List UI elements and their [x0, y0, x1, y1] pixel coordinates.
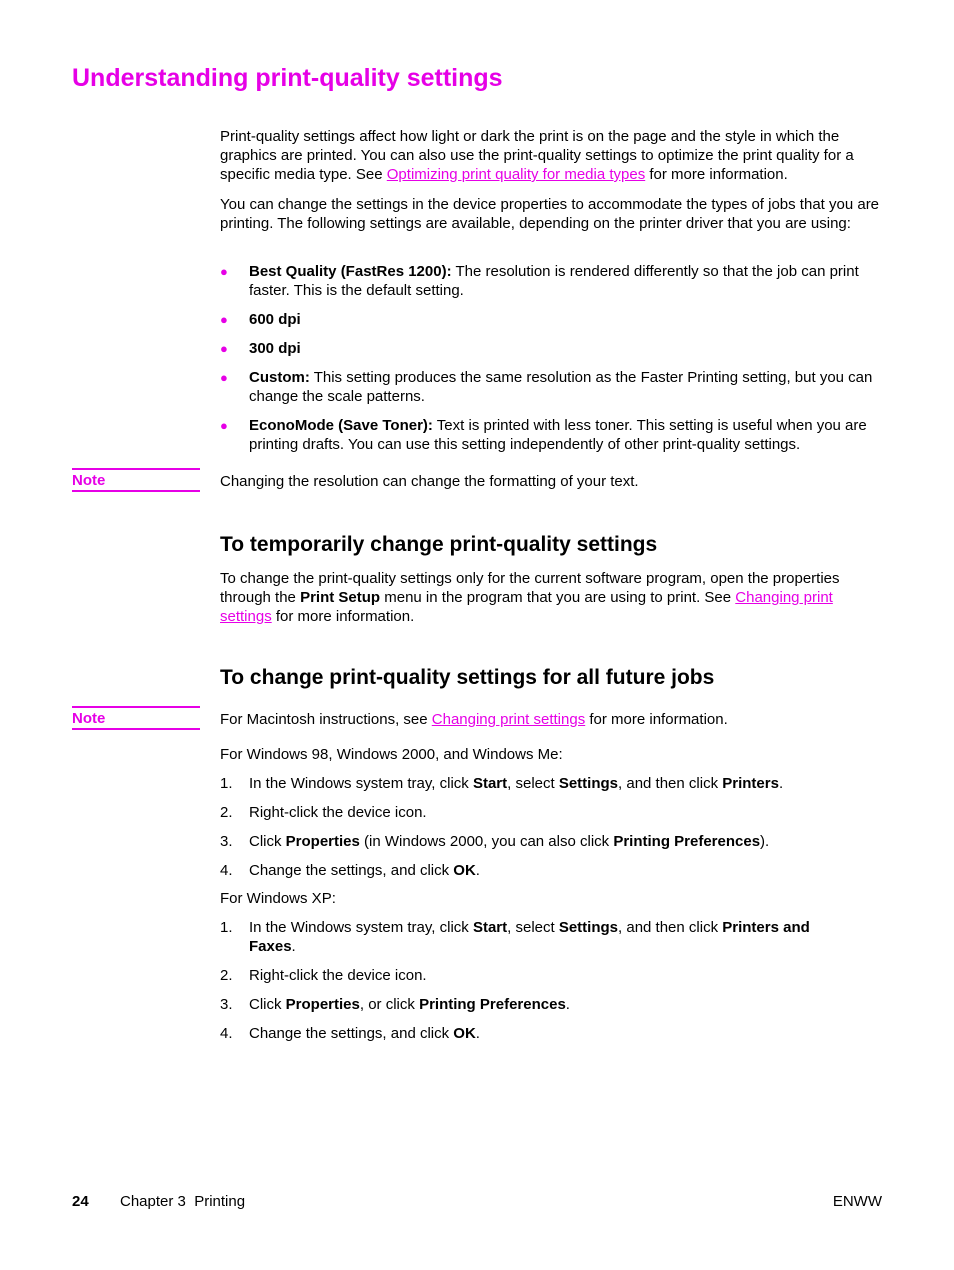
- intro-text: Print-quality settings affect how light or dark the print is on the page and the style in which the graphics are printed. You can also use the print-quality settings to optimize the print quality for a specific media type. See: [220, 128, 854, 183]
- intro-paragraph-2: You can change the settings in the device properties to accommodate the types of jobs that you are printing. The following settings are available, depending on the printer driver that you are using:: [220, 196, 880, 232]
- link-changing-print-settings[interactable]: Changing print settings: [220, 589, 833, 625]
- step-text: Change the settings, and click: [249, 862, 454, 879]
- step-text: Change the settings, and click: [249, 1025, 454, 1042]
- bullet-term: Custom:: [249, 369, 310, 386]
- step-bold: Start: [472, 919, 508, 936]
- step-text: .: [565, 996, 570, 1013]
- footer-chapter: Chapter 3 Printing: [120, 1193, 246, 1210]
- section-heading-future-jobs: To change print-quality settings for all future jobs: [220, 666, 715, 689]
- windowsxp-intro: For Windows XP:: [220, 890, 336, 907]
- step-number: 1.: [220, 919, 233, 936]
- step-text: In the Windows system tray, click: [249, 775, 473, 792]
- note-text: for more information.: [585, 711, 728, 728]
- step-text: Click: [249, 996, 286, 1013]
- section-heading-temporary: To temporarily change print-quality settings: [220, 533, 658, 556]
- bullet-term: EconoMode (Save Toner):: [249, 417, 433, 434]
- step-bold: Settings: [558, 919, 619, 936]
- step-text: .: [475, 1025, 480, 1042]
- step-bold: Printing Preferences: [419, 996, 566, 1013]
- step-bold: Start: [472, 775, 508, 792]
- note-text-macintosh: [220, 710, 885, 729]
- bullet-dot-icon: ●: [220, 312, 228, 327]
- bullet-text: This setting produces the same resolution as the Faster Printing setting, but you can change the scale patterns.: [249, 369, 873, 405]
- bullet-text: The resolution is rendered differently so that the job can print faster. This is the default setting.: [249, 263, 859, 299]
- step-bold: Printers and Faxes: [249, 919, 810, 955]
- bullet-term: Best Quality (FastRes 1200):: [249, 263, 452, 280]
- paragraph-text: for more information.: [271, 608, 415, 625]
- note-label: Note: [72, 468, 200, 492]
- page-number: 24: [72, 1193, 89, 1210]
- step-number: 3.: [220, 833, 233, 850]
- step-text: .: [778, 775, 784, 792]
- step-text: ).: [760, 833, 770, 850]
- bullet-dot-icon: ●: [220, 418, 228, 433]
- step-number: 3.: [220, 996, 233, 1013]
- intro-paragraph-1: [220, 127, 885, 184]
- step-number: 4.: [220, 1025, 233, 1042]
- paragraph-text: menu in the program that you are using to print. See: [380, 589, 736, 606]
- step-text: In the Windows system tray, click: [249, 919, 473, 936]
- step-text: Right-click the device icon.: [249, 967, 427, 984]
- bullet-text: Text is printed with less toner. This setting is useful when you are printing drafts. You can use this setting independently of other print-quality settings.: [249, 417, 867, 453]
- step-bold: Properties: [285, 996, 360, 1013]
- note-text: Changing the resolution can change the formatting of your text.: [220, 473, 639, 490]
- step-text: , and then click: [618, 775, 723, 792]
- step-text: .: [475, 862, 480, 879]
- step-bold: OK: [453, 1025, 476, 1042]
- note-text: For Macintosh instructions, see: [220, 711, 432, 728]
- step-number: 2.: [220, 804, 233, 821]
- step-text: .: [291, 938, 296, 955]
- section-temporary-paragraph: [220, 569, 885, 626]
- step-bold: Printers: [722, 775, 779, 792]
- step-bold: Settings: [558, 775, 619, 792]
- windows98-intro: For Windows 98, Windows 2000, and Windows Me:: [220, 746, 563, 763]
- link-optimizing-print-quality[interactable]: Optimizing print quality for media types: [386, 166, 646, 183]
- step-bold: Printing Preferences: [613, 833, 761, 850]
- intro-text-after: for more information.: [645, 166, 788, 183]
- step-text: Click: [249, 833, 286, 850]
- paragraph-bold: Print Setup: [300, 589, 381, 606]
- step-bold: OK: [453, 862, 476, 879]
- bullet-term: 300 dpi: [249, 340, 301, 357]
- step-text: (in Windows 2000, you can also click: [359, 833, 614, 850]
- step-text: , select: [507, 775, 559, 792]
- bullet-term: 600 dpi: [249, 311, 301, 328]
- page-title: Understanding print-quality settings: [72, 64, 503, 92]
- bullet-dot-icon: ●: [220, 370, 228, 385]
- step-number: 1.: [220, 775, 233, 792]
- step-text: , and then click: [618, 919, 723, 936]
- paragraph-text: To change the print-quality settings only for the current software program, open the properties through the: [220, 570, 840, 606]
- step-bold: Properties: [285, 833, 360, 850]
- step-text: Right-click the device icon.: [249, 804, 427, 821]
- step-number: 2.: [220, 967, 233, 984]
- step-text: , select: [507, 919, 559, 936]
- step-number: 4.: [220, 862, 233, 879]
- link-changing-print-settings[interactable]: Changing print settings: [431, 711, 586, 728]
- note-label: Note: [72, 706, 200, 730]
- bullet-dot-icon: ●: [220, 341, 228, 356]
- bullet-dot-icon: ●: [220, 264, 228, 279]
- step-text: , or click: [359, 996, 420, 1013]
- footer-right: ENWW: [832, 1193, 882, 1210]
